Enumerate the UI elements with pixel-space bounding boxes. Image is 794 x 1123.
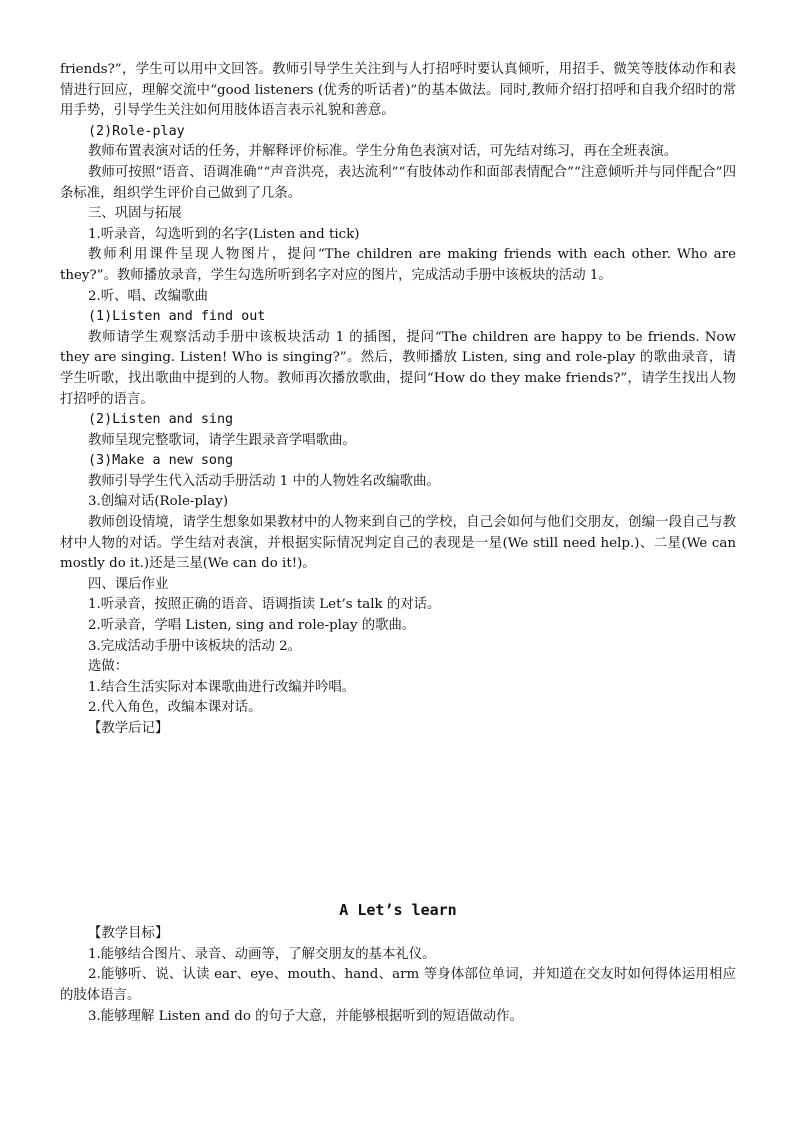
paragraph-listen-find-out: 教师请学生观察活动手册中该板块活动 1 的插图，提问“The children are happy to be friends. Now they are singing. Listen! Who is singing?”。然后，教师播放 Listen, sing and role-play 的歌曲录音，请学生听歌，找出歌曲中提到的人物。教师再次播放歌曲，提问“How do they make friends?”，请学生找出人物打招呼的语言。 [60, 329, 736, 407]
homework-item-1: 1.听录音，按照正确的语音、语调指读 Let’s talk 的对话。 [88, 597, 441, 613]
homework-item-3: 3.完成活动手册中该板块的活动 2。 [88, 638, 302, 654]
subheading-create-dialogue: 3.创编对话(Role-play) [88, 494, 229, 510]
paragraph-evaluation-criteria: 教师可按照“语音、语调准确”“声音洪亮，表达流利”“有肢体动作和面部表情配合”“注意倾听并与同伴配合”四条标准，组织学生评价自己做到了几条。 [60, 164, 736, 201]
optional-item-1: 1.结合生活实际对本课歌曲进行改编并吟唱。 [88, 679, 356, 695]
subheading-listen-find-out: (1)Listen and find out [88, 309, 266, 325]
document-page [60, 60, 736, 1027]
goal-item-1: 1.能够结合图片、录音、动画等，了解交朋友的基本礼仪。 [88, 946, 436, 962]
paragraph-role-play-task: 教师布置表演对话的任务，并解释评价标准。学生分角色表演对话，可先结对练习，再在全班表演。 [88, 144, 678, 160]
blank-notes-space [60, 740, 736, 890]
subheading-make-new-song: (3)Make a new song [88, 453, 234, 469]
goal-item-3: 3.能够理解 Listen and do 的句子大意，并能够根据听到的短语做动作。 [88, 1008, 523, 1024]
paragraph-listen-and-sing: 教师呈现完整歌词，请学生跟录音学唱歌曲。 [88, 432, 356, 448]
section-title: A Let’s learn [339, 900, 457, 919]
paragraph-listen-and-tick: 教师利用课件呈现人物图片，提问“The children are making friends with each other. Who are they?”。教师播放录音，学生勾选所听到名字对应的图片，完成活动手册中该板块的活动 1。 [60, 247, 736, 283]
subheading-song: 2.听、唱、改编歌曲 [88, 288, 208, 304]
subheading-listen-and-sing: (2)Listen and sing [88, 412, 234, 428]
subheading-role-play: (2)Role-play [88, 123, 185, 139]
heading-homework: 四、课后作业 [88, 576, 169, 592]
homework-item-2: 2.听录音，学唱 Listen, sing and role-play 的歌曲。 [88, 618, 416, 634]
paragraph-create-dialogue: 教师创设情境，请学生想象如果教材中的人物来到自己的学校，自己会如何与他们交朋友，创编一段自己与教材中人物的对话。学生结对表演，并根据实际情况判定自己的表现是一星(We still need help.)、二星(We can mostly do it.)还是三星(We can do it!)。 [60, 515, 736, 572]
heading-consolidation: 三、巩固与拓展 [88, 206, 182, 222]
optional-item-2: 2.代入角色，改编本课对话。 [88, 700, 262, 716]
optional-label: 选做： [88, 659, 129, 675]
paragraph-continuation: friends?”，学生可以用中文回答。教师引导学生关注到与人打招呼时要认真倾听，用招手、微笑等肢体动作和表情进行回应，理解交流中“good listeners (优秀的听话者)”的基本做法。同时,教师介绍打招呼和自我介绍时的常用手势，引导学生关注如何用肢体语言表示礼貌和善意。 [60, 62, 736, 119]
heading-teaching-notes: 【教学后记】 [88, 721, 169, 736]
goal-item-2: 2.能够听、说、认读 ear、eye、mouth、hand、arm 等身体部位单词，并知道在交友时如何得体运用相应的肢体语言。 [60, 967, 736, 1003]
paragraph-make-new-song: 教师引导学生代入活动手册活动 1 中的人物姓名改编歌曲。 [88, 473, 440, 489]
heading-teaching-goals: 【教学目标】 [88, 926, 169, 942]
subheading-listen-and-tick: 1.听录音，勾选听到的名字(Listen and tick) [88, 226, 360, 242]
